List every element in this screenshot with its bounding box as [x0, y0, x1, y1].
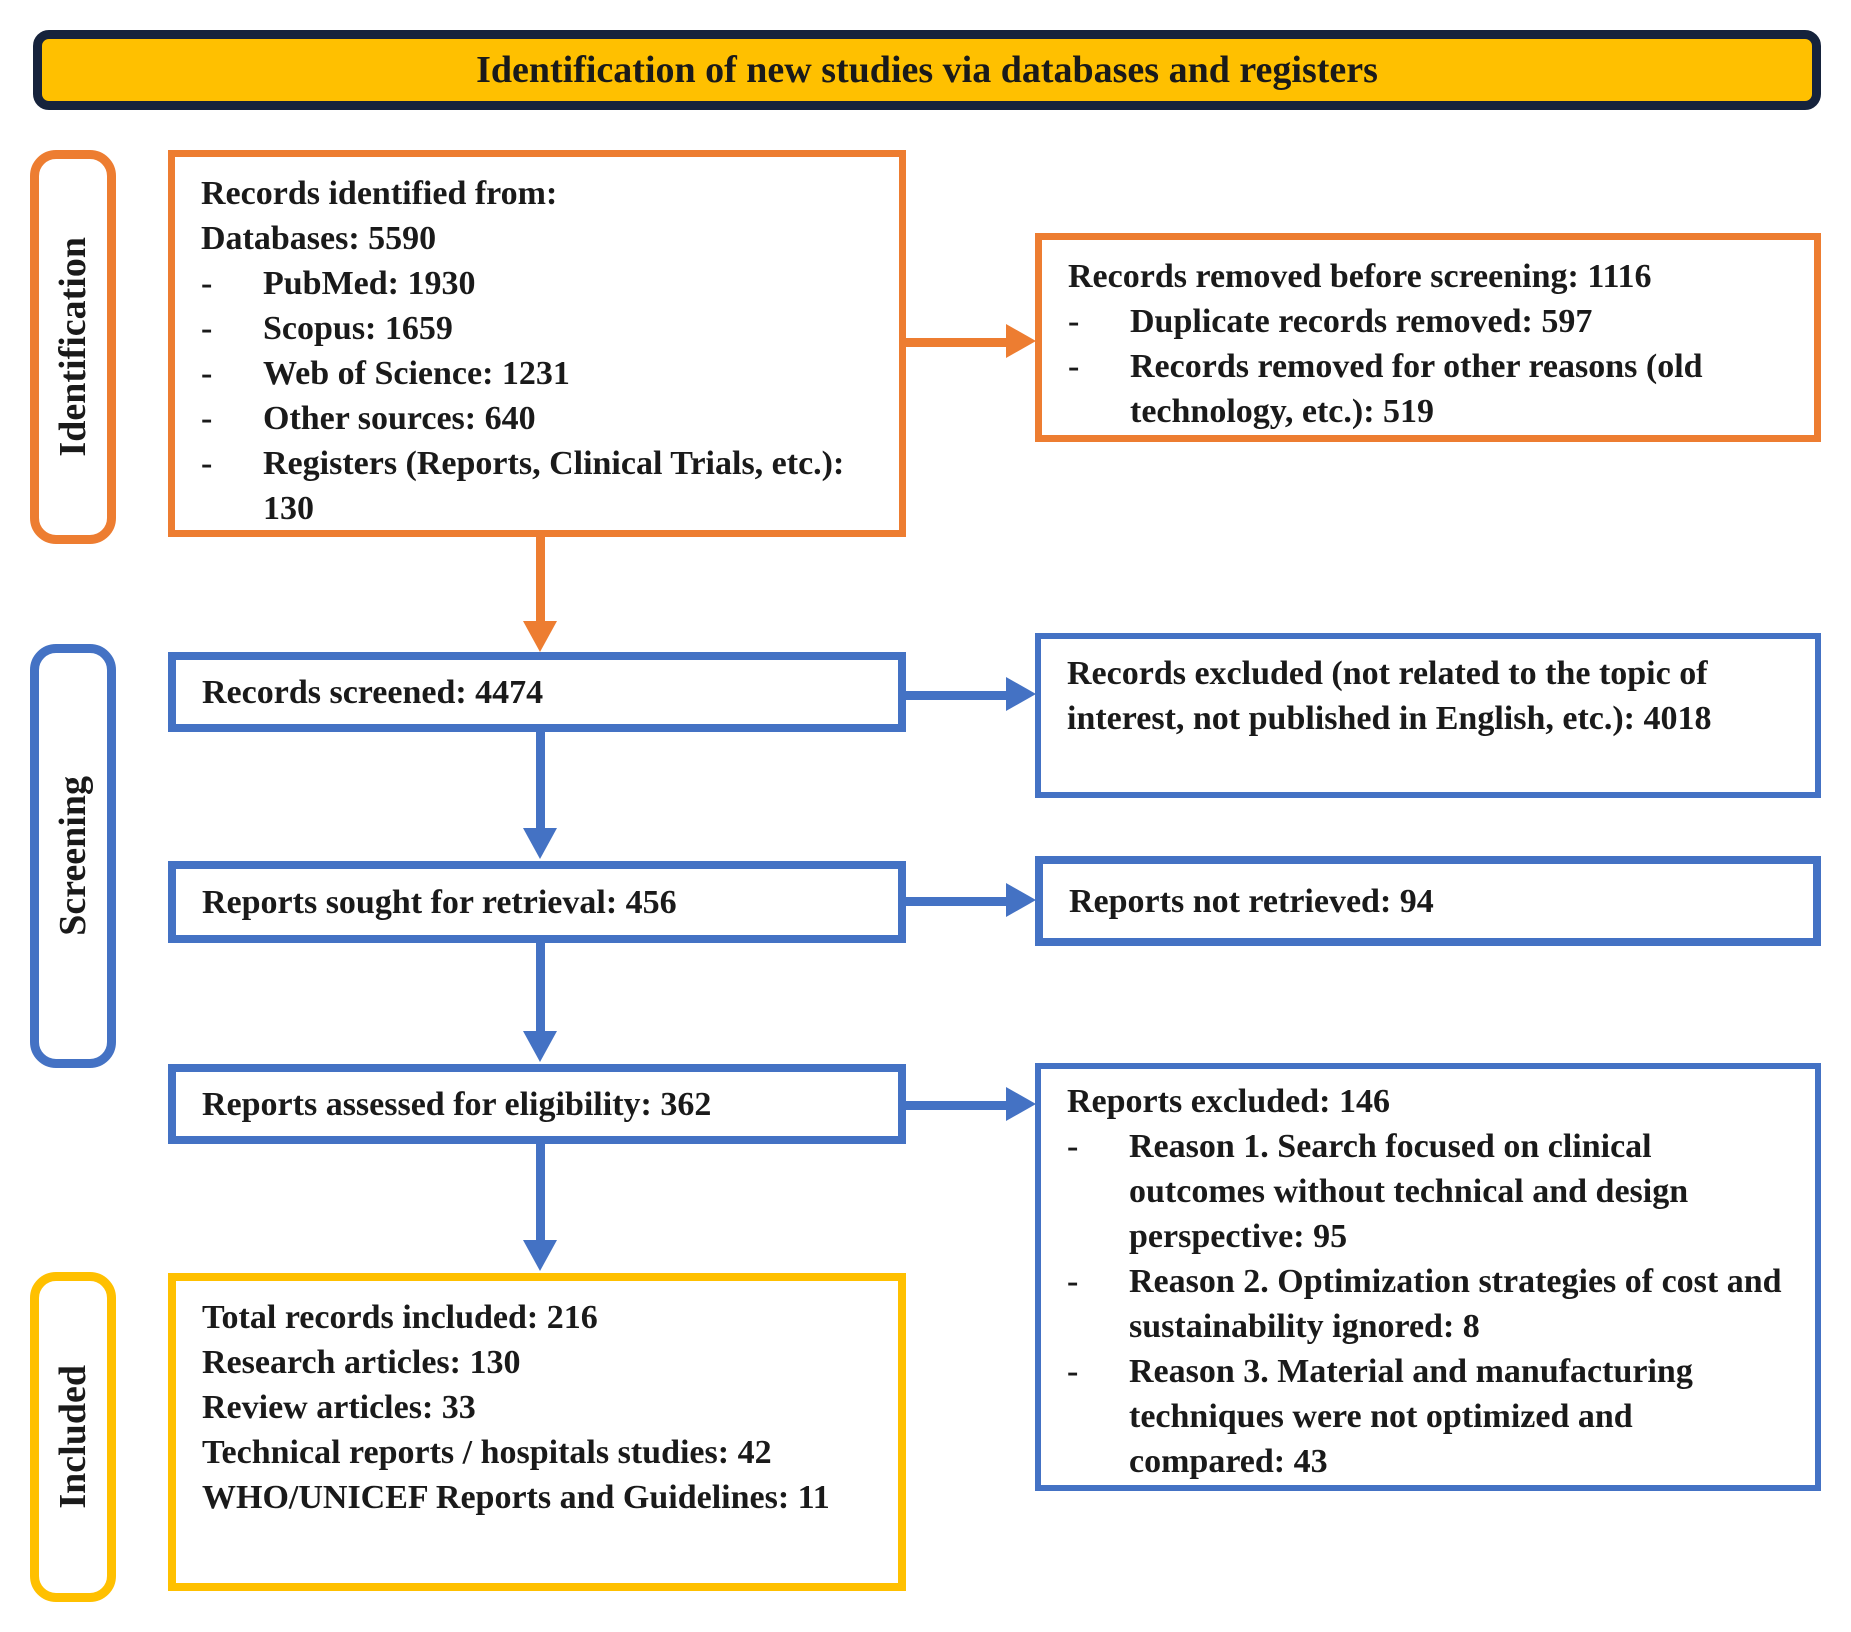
arrowhead-down-icon	[523, 1240, 557, 1271]
bullet-dash: -	[1067, 1128, 1079, 1165]
reports-not-retrieved-box	[1035, 856, 1821, 946]
arrowhead-down-icon	[523, 621, 557, 652]
records-excluded-text: Records excluded (not related to the topic of interest, not published in English, etc.): 4018	[1067, 655, 1712, 737]
records-removed-line1: Records removed before screening: 1116	[1068, 258, 1652, 295]
arrowhead-down-icon	[523, 828, 557, 859]
arrow-identified-to-removed	[906, 338, 1008, 347]
bullet-item	[1067, 1124, 1789, 1259]
reports-assessed-text: Reports assessed for eligibility: 362	[202, 1085, 712, 1123]
bullet-dash: -	[201, 355, 213, 392]
arrow-sought-to-assessed	[536, 943, 545, 1033]
bullet-item	[201, 351, 873, 396]
included-line: Research articles: 130	[202, 1344, 521, 1381]
bullet-dash: -	[201, 265, 213, 302]
bullet-item	[201, 441, 873, 531]
title-banner	[33, 30, 1821, 110]
arrowhead-right-icon	[1006, 1087, 1036, 1121]
included-line: Total records included: 216	[202, 1299, 598, 1336]
bullet-dash: -	[1067, 1263, 1079, 1300]
reports-sought-text: Reports sought for retrieval: 456	[202, 883, 677, 921]
bullet-dash: -	[1068, 303, 1080, 340]
bullet-dash: -	[201, 400, 213, 437]
stage-label-identification-text: Identification	[52, 237, 94, 457]
included-line: WHO/UNICEF Reports and Guidelines: 11	[202, 1479, 830, 1516]
reports-not-retrieved-text: Reports not retrieved: 94	[1069, 882, 1434, 920]
bullet-text: Reason 3. Material and manufacturing techniques were not optimized and compared: 43	[1129, 1353, 1693, 1480]
reports-excluded-box	[1035, 1063, 1821, 1491]
records-excluded-box	[1035, 633, 1821, 798]
stage-label-identification	[30, 150, 116, 544]
stage-label-included	[30, 1272, 116, 1602]
records-identified-line2: Databases: 5590	[201, 220, 437, 257]
records-identified-line1: Records identified from:	[201, 175, 558, 212]
stage-label-screening-text: Screening	[52, 776, 94, 936]
total-included-box	[168, 1273, 906, 1591]
records-identified-box	[168, 150, 906, 537]
stage-label-included-text: Included	[52, 1365, 94, 1509]
bullet-item	[1067, 1349, 1789, 1484]
bullet-text: Other sources: 640	[263, 400, 536, 437]
arrow-sought-to-not-retrieved	[906, 897, 1008, 906]
arrow-screened-to-sought	[536, 732, 545, 830]
reports-assessed-box	[168, 1064, 906, 1144]
reports-excluded-line1: Reports excluded: 146	[1067, 1083, 1390, 1120]
records-screened-box	[168, 652, 906, 732]
arrow-assessed-to-included	[536, 1144, 545, 1242]
stage-label-screening	[30, 644, 116, 1068]
included-line: Review articles: 33	[202, 1389, 476, 1426]
arrow-identified-to-screened	[536, 537, 545, 623]
arrow-screened-to-excluded	[906, 691, 1008, 700]
bullet-text: Web of Science: 1231	[263, 355, 570, 392]
bullet-text: Duplicate records removed: 597	[1130, 303, 1593, 340]
arrow-assessed-to-excluded	[906, 1101, 1008, 1110]
bullet-text: Records removed for other reasons (old technology, etc.): 519	[1130, 348, 1703, 430]
arrowhead-down-icon	[523, 1031, 557, 1062]
arrowhead-right-icon	[1006, 324, 1036, 358]
bullet-item	[1067, 1259, 1789, 1349]
bullet-dash: -	[1067, 1353, 1079, 1390]
bullet-dash: -	[201, 445, 213, 482]
records-removed-box	[1035, 233, 1821, 442]
bullet-item	[201, 396, 873, 441]
bullet-item	[1068, 299, 1788, 344]
bullet-dash: -	[201, 310, 213, 347]
bullet-text: PubMed: 1930	[263, 265, 476, 302]
bullet-item	[201, 306, 873, 351]
reports-sought-box	[168, 861, 906, 943]
records-screened-text: Records screened: 4474	[202, 673, 544, 711]
arrowhead-right-icon	[1006, 883, 1036, 917]
included-line: Technical reports / hospitals studies: 42	[202, 1434, 772, 1471]
diagram-title: Identification of new studies via databases and registers	[476, 49, 1378, 91]
bullet-item	[201, 261, 873, 306]
bullet-text: Registers (Reports, Clinical Trials, etc.): 130	[263, 445, 845, 527]
bullet-dash: -	[1068, 348, 1080, 385]
bullet-item	[1068, 344, 1788, 434]
bullet-text: Reason 2. Optimization strategies of cost and sustainability ignored: 8	[1129, 1263, 1782, 1345]
arrowhead-right-icon	[1006, 677, 1036, 711]
bullet-text: Scopus: 1659	[263, 310, 453, 347]
bullet-text: Reason 1. Search focused on clinical outcomes without technical and design perspective: 95	[1129, 1128, 1689, 1255]
